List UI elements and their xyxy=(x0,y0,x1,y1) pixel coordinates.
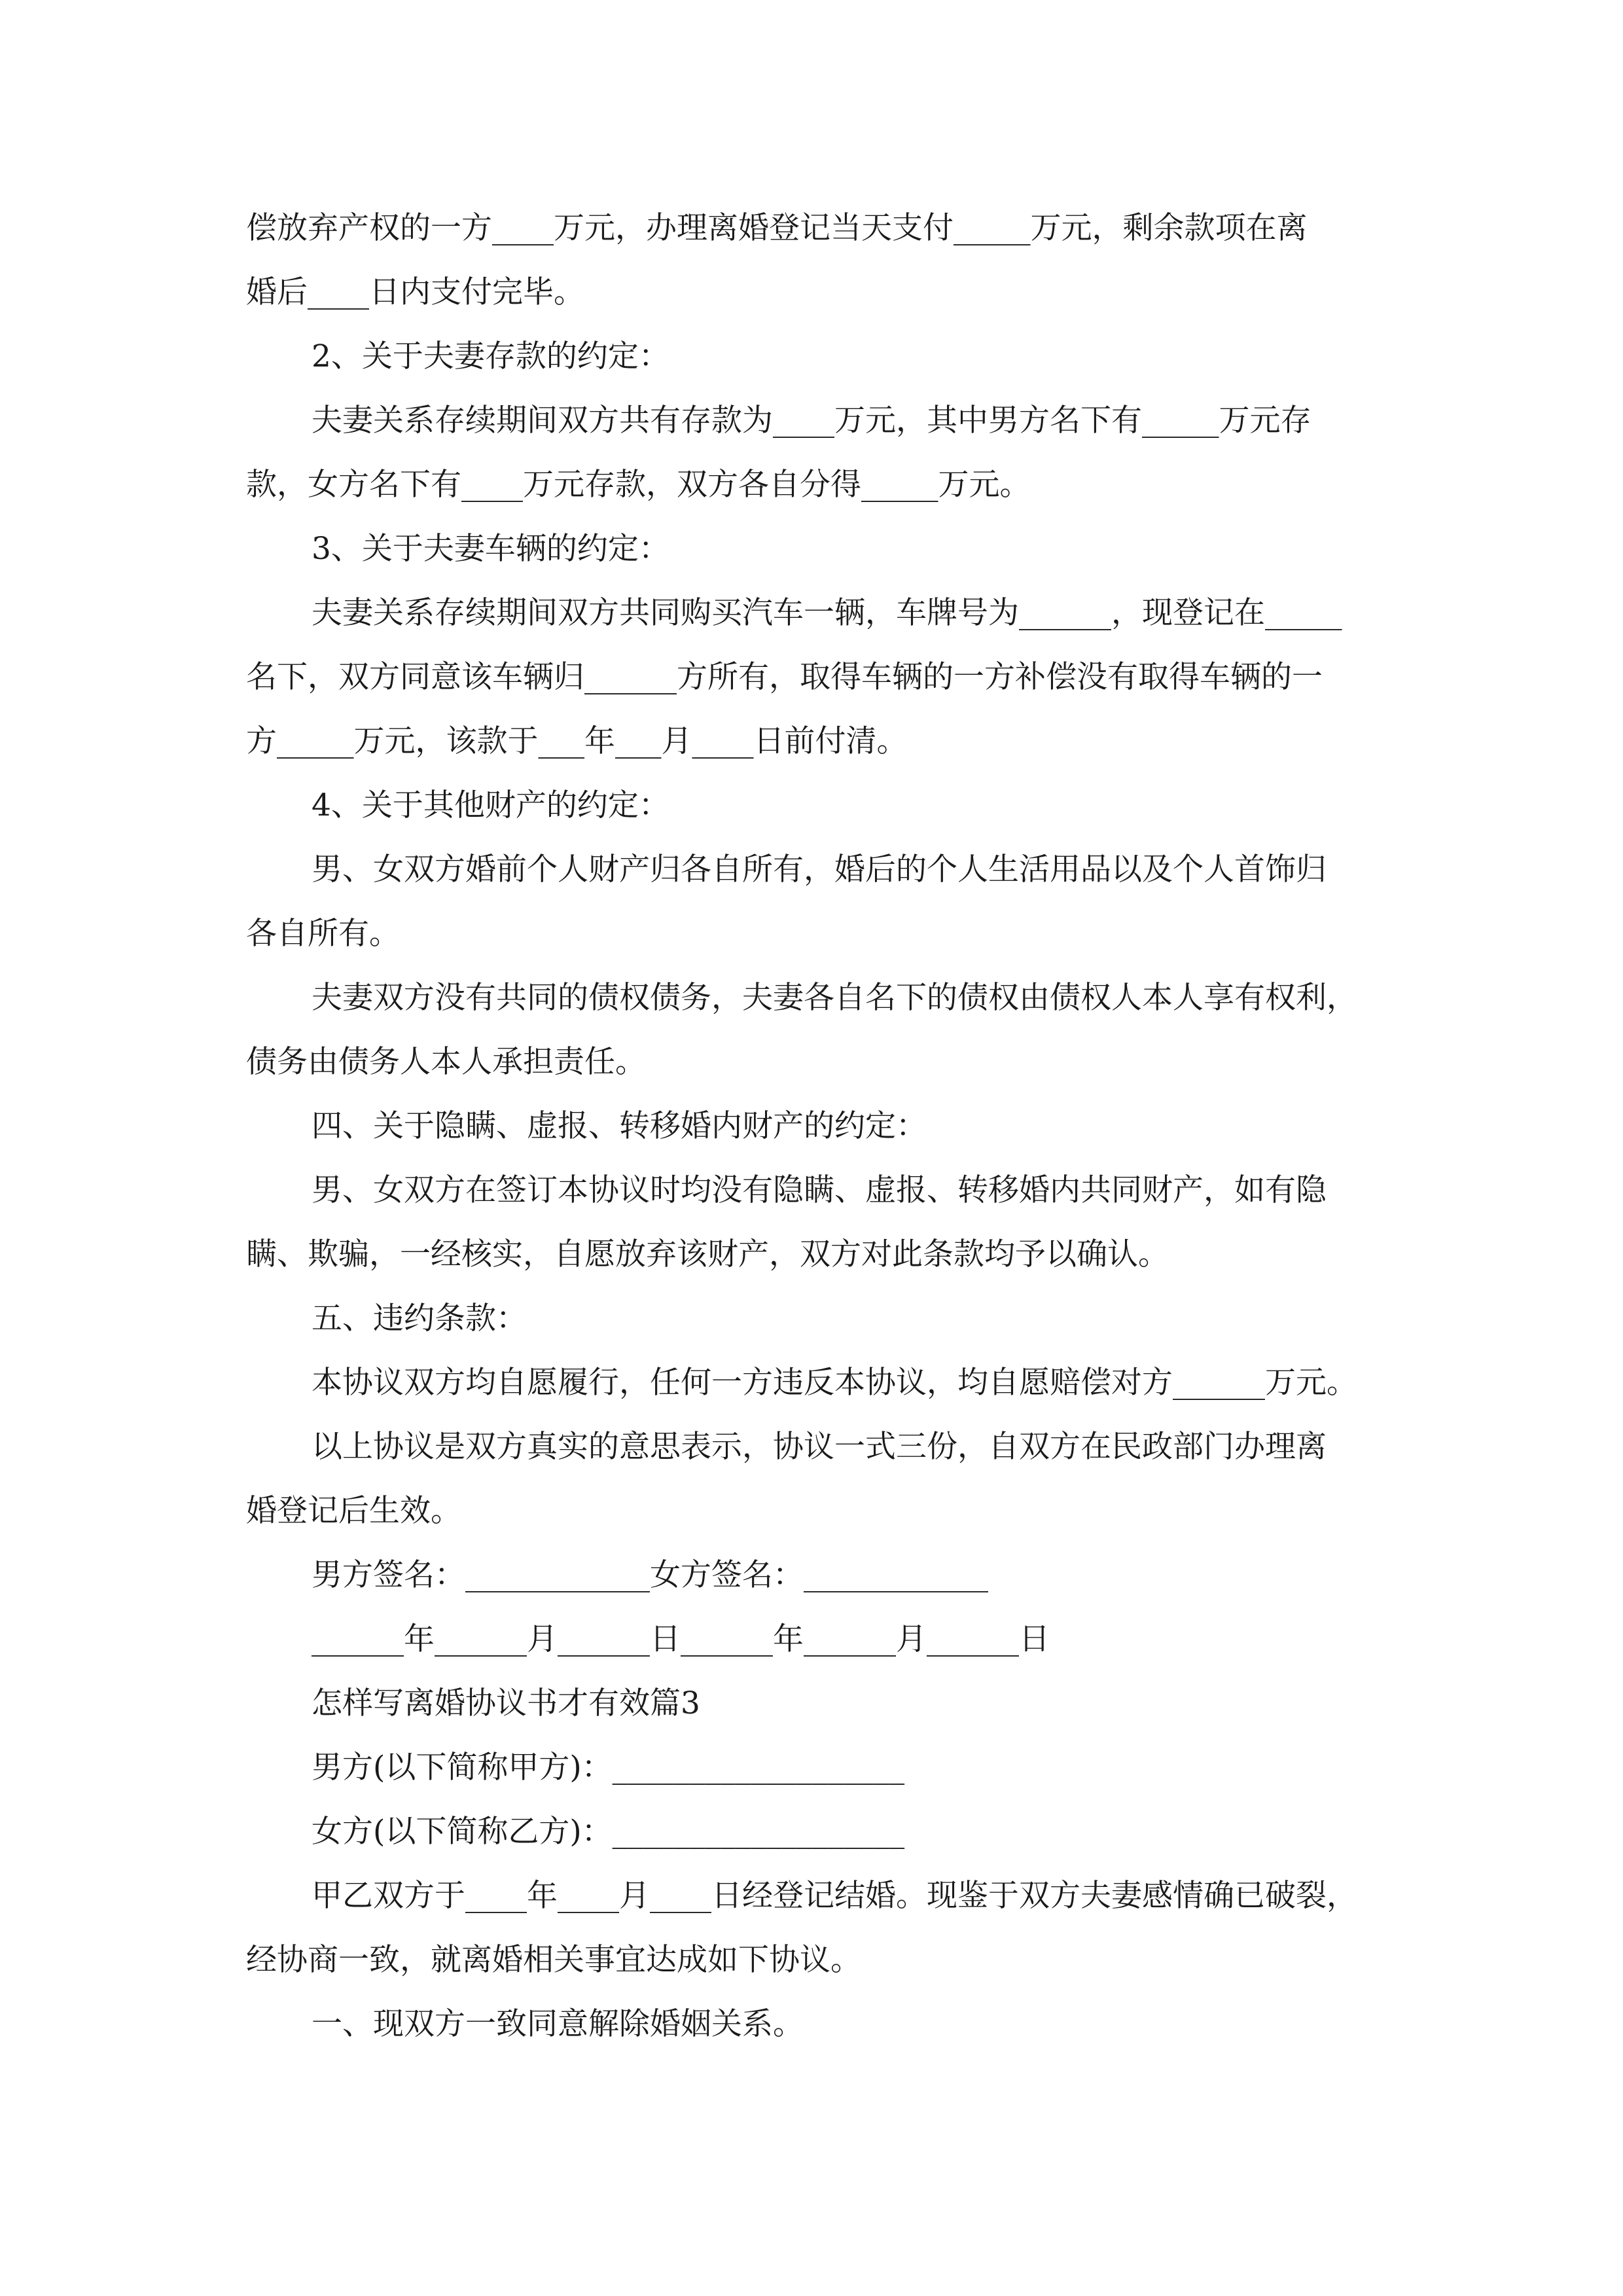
text-line: 债务由债务人本人承担责任。 xyxy=(246,1044,646,1080)
text-line: 夫妻关系存续期间双方共同购买汽车一辆，车牌号为______，现登记在_____ xyxy=(312,595,1342,631)
text-line: 夫妻双方没有共同的债权债务，夫妻各自名下的债权由债权人本人享有权利， xyxy=(312,980,1357,1016)
party-line: 男方(以下简称甲方)：___________________ xyxy=(312,1749,905,1785)
section-heading: 五、违约条款： xyxy=(312,1300,527,1336)
text-line: 瞒、欺骗，一经核实，自愿放弃该财产，双方对此条款均予以确认。 xyxy=(246,1236,1169,1272)
text-line: 方_____万元，该款于___年___月____日前付清。 xyxy=(246,723,908,759)
section-heading: 3、关于夫妻车辆的约定： xyxy=(312,531,669,567)
section-heading: 4、关于其他财产的约定： xyxy=(312,787,669,823)
text-line: 经协商一致，就离婚相关事宜达成如下协议。 xyxy=(246,1942,861,1978)
text-line: 男、女双方婚前个人财产归各自所有，婚后的个人生活用品以及个人首饰归 xyxy=(312,852,1327,888)
text-line: 本协议双方均自愿履行，任何一方违反本协议，均自愿赔偿对方______万元。 xyxy=(312,1365,1357,1401)
document-page xyxy=(246,196,1385,2056)
text-line: 款，女方名下有____万元存款，双方各自分得_____万元。 xyxy=(246,467,1031,503)
text-line: 各自所有。 xyxy=(246,916,400,952)
text-line: 甲乙双方于____年____月____日经登记结婚。现鉴于双方夫妻感情确已破裂， xyxy=(312,1878,1357,1914)
text-line: 以上协议是双方真实的意思表示，协议一式三份，自双方在民政部门办理离 xyxy=(312,1429,1327,1465)
text-line: 婚后____日内支付完毕。 xyxy=(246,274,584,310)
text-line: 偿放弃产权的一方____万元，办理离婚登记当天支付_____万元，剩余款项在离 xyxy=(246,210,1308,246)
section-heading: 四、关于隐瞒、虚报、转移婚内财产的约定： xyxy=(312,1108,927,1144)
section-heading: 一、现双方一致同意解除婚姻关系。 xyxy=(312,2006,804,2042)
text-line: 婚登记后生效。 xyxy=(246,1493,461,1529)
date-line: ______年______月______日______年______月______日 xyxy=(312,1621,1050,1657)
text-line: 夫妻关系存续期间双方共有存款为____万元，其中男方名下有_____万元存 xyxy=(312,403,1311,439)
section-heading: 2、关于夫妻存款的约定： xyxy=(312,338,669,374)
section-title: 怎样写离婚协议书才有效篇3 xyxy=(312,1685,700,1721)
text-line: 男、女双方在签订本协议时均没有隐瞒、虚报、转移婚内共同财产，如有隐 xyxy=(312,1172,1327,1208)
text-line: 名下，双方同意该车辆归______方所有，取得车辆的一方补偿没有取得车辆的一 xyxy=(246,659,1323,695)
signature-line: 男方签名：____________女方签名：____________ xyxy=(312,1557,988,1593)
party-line: 女方(以下简称乙方)：___________________ xyxy=(312,1814,905,1850)
